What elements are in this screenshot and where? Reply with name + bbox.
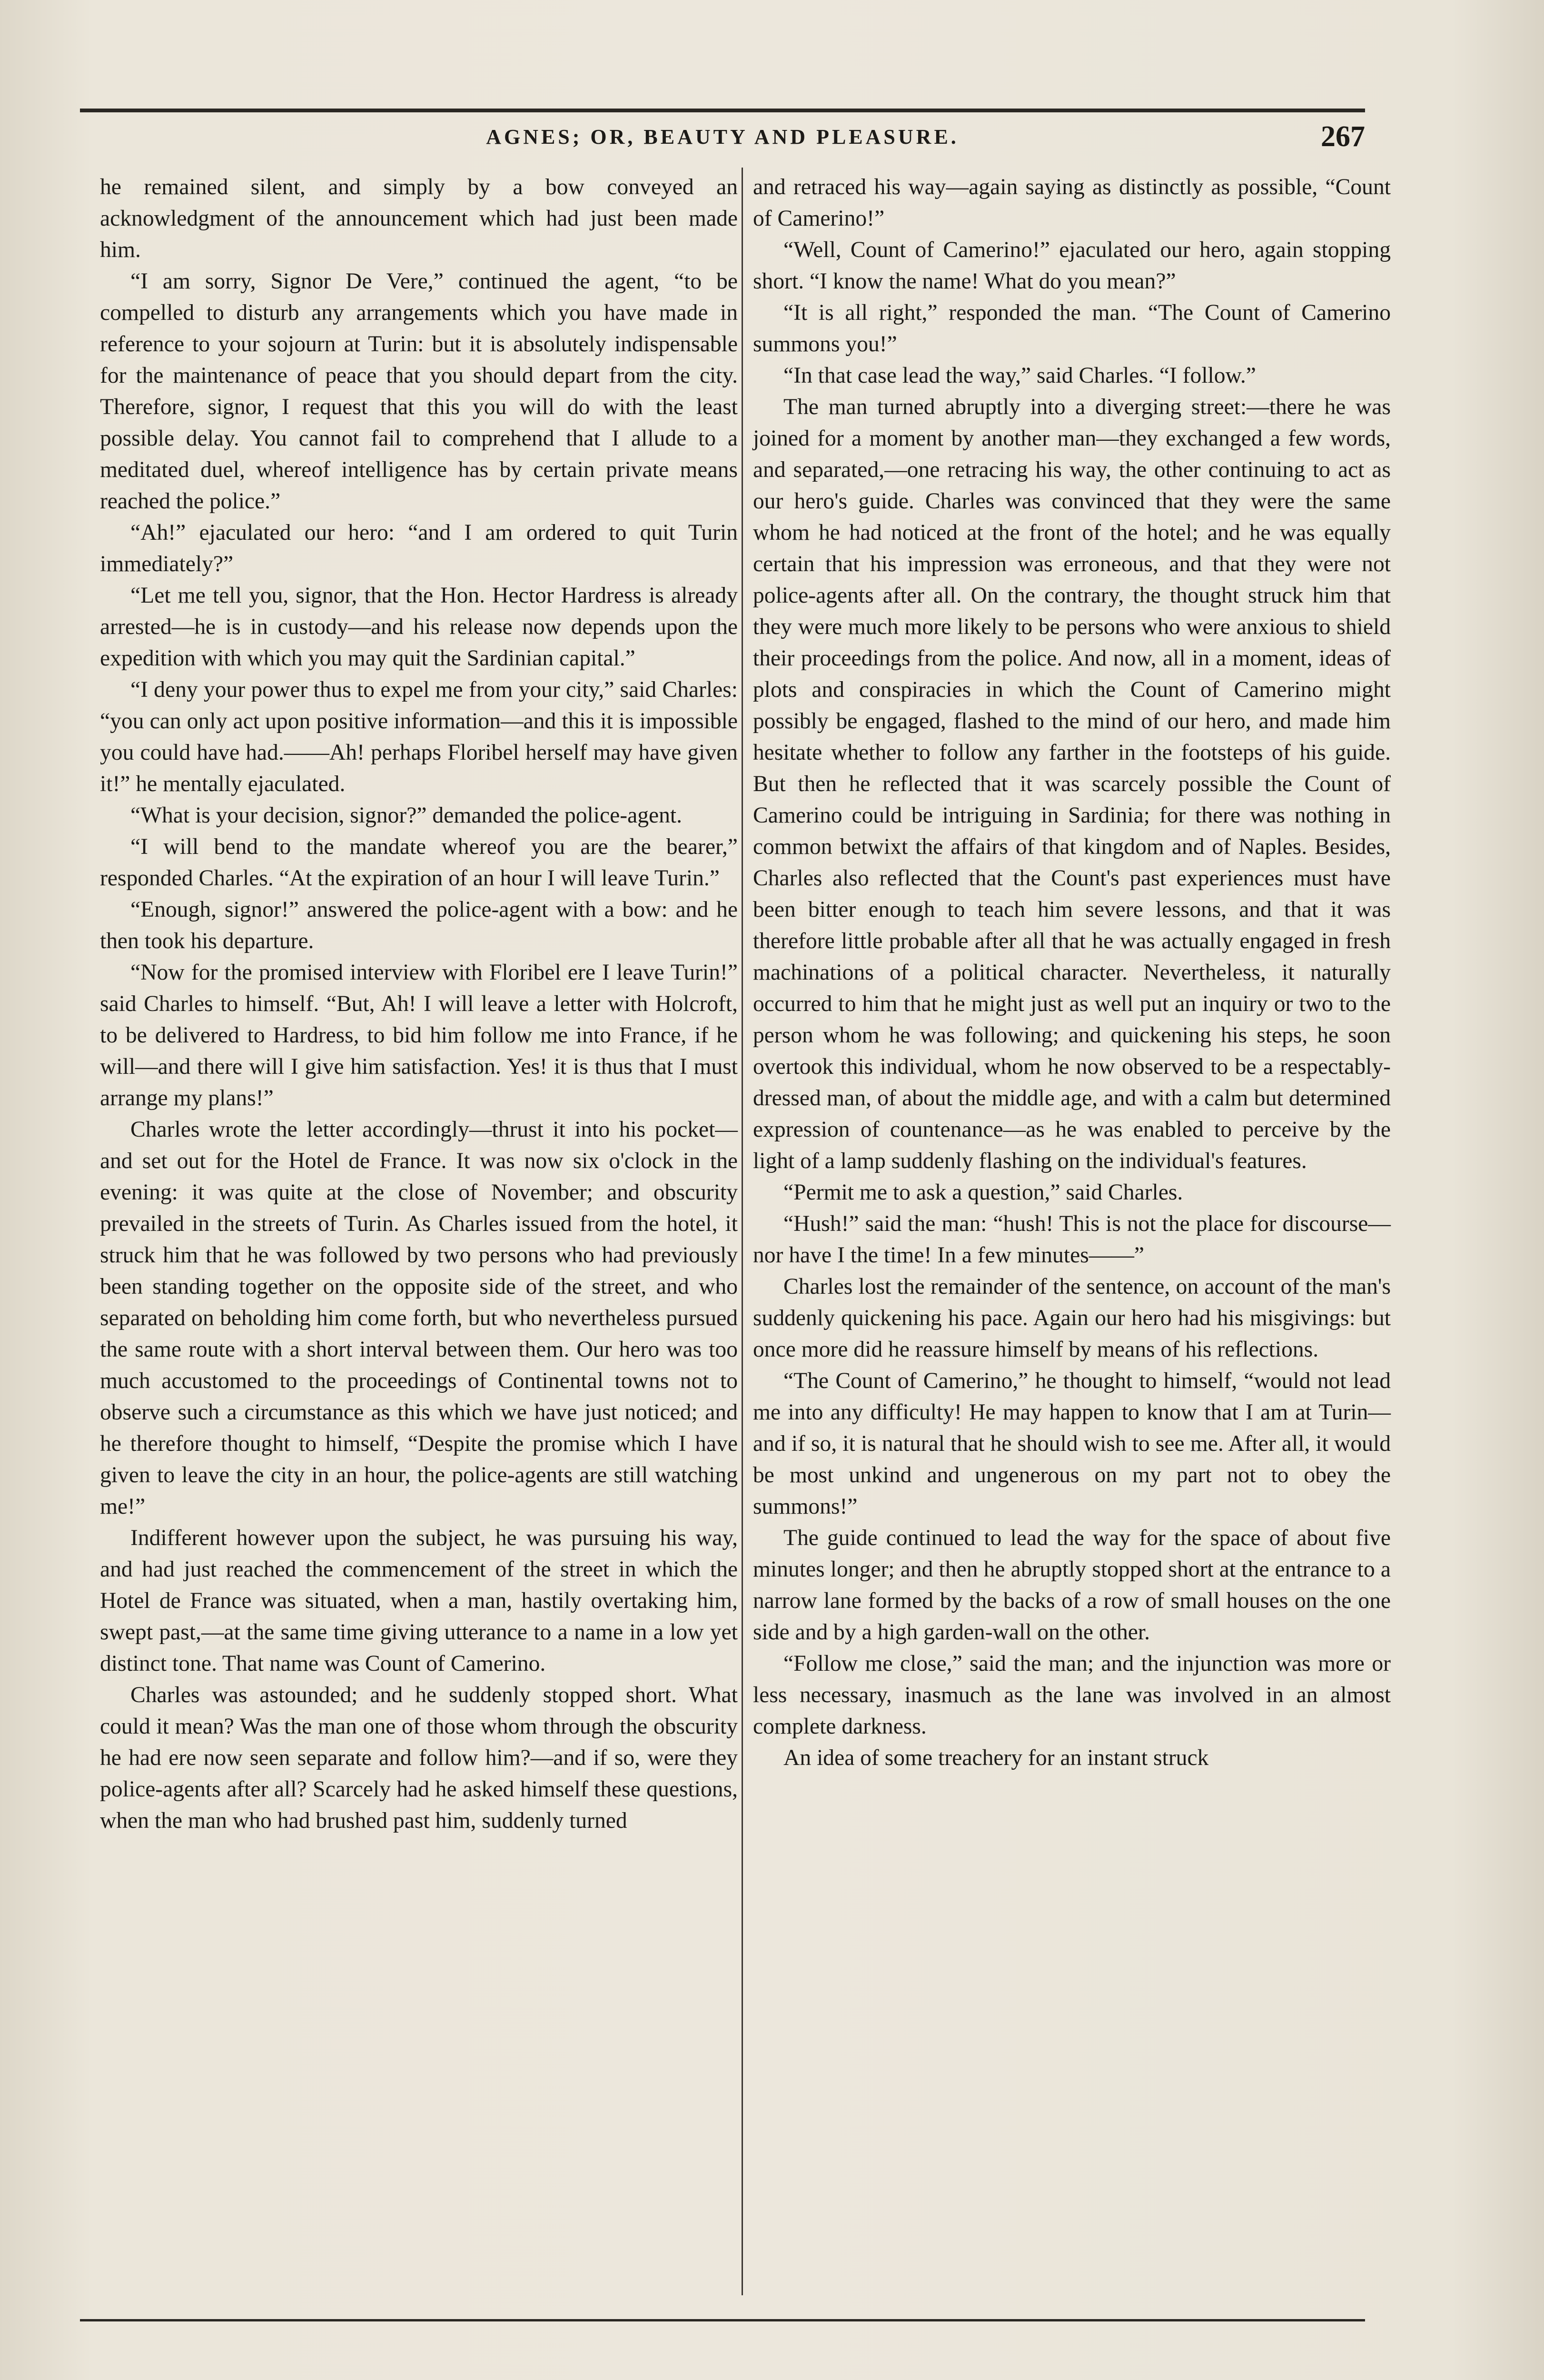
paragraph: and retraced his way—again saying as distinctly as possible, “Count of Camerino!”	[753, 175, 1391, 231]
paragraph: Charles was astounded; and he suddenly stopped short. What could it mean? Was the man one of those whom through the obscurity he had ere now seen separate and follow him?—and if so, were they police-agents after all? Scarcely had he asked himself these questions, when the man who had brushed past him, suddenly turned	[100, 1683, 738, 1833]
paragraph: “It is all right,” responded the man. “The Count of Camerino summons you!”	[753, 300, 1391, 357]
running-header	[80, 119, 1365, 157]
paragraph: An idea of some treachery for an instant struck	[783, 1745, 1209, 1770]
column-divider	[742, 168, 743, 2295]
right-column	[753, 171, 1391, 1774]
paragraph: Indifferent however upon the subject, he was pursuing his way, and had just reached the commencement of the street in which the Hotel de France was situated, when a man, hastily overtaking him, swept past,—at the same time giving utterance to a name in a low yet distinct tone. That name was Count of Camerino.	[100, 1526, 738, 1676]
paragraph: “Let me tell you, signor, that the Hon. Hector Hardress is already arrested—he is in custody—and his release now depends upon the expedition with which you may quit the Sardinian capital.”	[100, 583, 738, 671]
paragraph: Charles wrote the letter accordingly—thrust it into his pocket—and set out for the Hotel de France. It was now six o'clock in the evening: it was quite at the close of November; and obscurity prevailed in the streets of Turin. As Charles issued from the hotel, it struck him that he was followed by two persons who had previously been standing together on the opposite side of the street, and who separated on beholding him come forth, but who nevertheless pursued the same route with a short interval between them. Our hero was too much accustomed to the proceedings of Continental towns not to observe such a circumstance as this which we have just noticed; and he therefore thought to himself, “Despite the promise which I have given to leave the city in an hour, the police-agents are still watching me!”	[100, 1117, 738, 1519]
running-title: AGNES; OR, BEAUTY AND PLEASURE.	[486, 125, 959, 149]
paragraph: he remained silent, and simply by a bow conveyed an acknowledgment of the announcement which had just been made him.	[100, 175, 738, 262]
paragraph: “I deny your power thus to expel me from your city,” said Charles: “you can only act upon positive information—and this it is impossible you could have had.——Ah! perhaps Floribel herself may have given it!” he mentally ejaculated.	[100, 677, 738, 796]
paragraph: “Hush!” said the man: “hush! This is not the place for discourse—nor have I the time! In a few minutes——”	[753, 1211, 1391, 1268]
page-number: 267	[1321, 120, 1365, 153]
paragraph: “Permit me to ask a question,” said Charles.	[783, 1180, 1183, 1205]
paragraph: “The Count of Camerino,” he thought to himself, “would not lead me into any difficulty! He may happen to know that I am at Turin—and if so, it is natural that he should wish to see me. After all, it would be most unkind and ungenerous on my part not to obey the summons!”	[753, 1368, 1391, 1519]
paragraph: “What is your decision, signor?” demanded the police-agent.	[130, 803, 683, 828]
paragraph: “Ah!” ejaculated our hero: “and I am ordered to quit Turin immediately?”	[100, 520, 738, 576]
paragraph: “Now for the promised interview with Floribel ere I leave Turin!” said Charles to himself. “But, Ah! I will leave a letter with Holcroft, to be delivered to Hardress, to bid him follow me into France, if he will—and there will I give him satisfaction. Yes! it is thus that I must arrange my plans!”	[100, 960, 738, 1111]
paragraph: The man turned abruptly into a diverging street:—there he was joined for a moment by another man—they exchanged a few words, and separated,—one retracing his way, the other continuing to act as our hero's guide. Charles was convinced that they were the same whom he had noticed at the front of the hotel; and he was equally certain that his impression was erroneous, and that they were not police-agents after all. On the contrary, the thought struck him that they were much more likely to be persons who were anxious to shield their proceedings from the police. And now, all in a moment, ideas of plots and conspiracies in which the Count of Camerino might possibly be engaged, flashed to the mind of our hero, and made him hesitate whether to follow any farther in the footsteps of his guide. But then he reflected that it was scarcely possible the Count of Camerino could be intriguing in Sardinia; for there was nothing in common betwixt the affairs of that kingdom and of Naples. Besides, Charles also reflected that the Count's past experiences must have been bitter enough to teach him severe lessons, and that it was therefore little probable after all that he was actually engaged in fresh machinations of a political character. Nevertheless, it naturally occurred to him that he might just as well put an inquiry or two to the person whom he was following; and quickening his steps, he soon overtook this individual, whom he now observed to be a respectably-dressed man, of about the middle age, and with a calm but determined expression of countenance—as he was enabled to perceive by the light of a lamp suddenly flashing on the individual's features.	[753, 395, 1391, 1173]
paragraph: “In that case lead the way,” said Charles. “I follow.”	[783, 363, 1256, 388]
paragraph: Charles lost the remainder of the sentence, on account of the man's suddenly quickening his pace. Again our hero had his misgivings: but once more did he reassure himself by means of his reflections.	[753, 1274, 1391, 1362]
bottom-rule	[80, 2319, 1365, 2321]
paragraph: “Follow me close,” said the man; and the injunction was more or less necessary, inasmuch as the lane was involved in an almost complete darkness.	[753, 1651, 1391, 1739]
top-rule	[80, 109, 1365, 112]
paragraph: “Enough, signor!” answered the police-agent with a bow: and he then took his departure.	[100, 897, 738, 953]
paragraph: “I will bend to the mandate whereof you are the bearer,” responded Charles. “At the expiration of an hour I will leave Turin.”	[100, 834, 738, 891]
paragraph: “I am sorry, Signor De Vere,” continued the agent, “to be compelled to disturb any arrangements which you have made in reference to your sojourn at Turin: but it is absolutely indispensable for the maintenance of peace that you should depart from the city. Therefore, signor, I request that this you will do with the least possible delay. You cannot fail to comprehend that I allude to a meditated duel, whereof intelligence has by certain private means reached the police.”	[100, 269, 738, 514]
left-column	[100, 171, 738, 1836]
paragraph: “Well, Count of Camerino!” ejaculated our hero, again stopping short. “I know the name! What do you mean?”	[753, 238, 1391, 294]
paragraph: The guide continued to lead the way for the space of about five minutes longer; and then he abruptly stopped short at the entrance to a narrow lane formed by the backs of a row of small houses on the one side and by a high garden-wall on the other.	[753, 1526, 1391, 1645]
